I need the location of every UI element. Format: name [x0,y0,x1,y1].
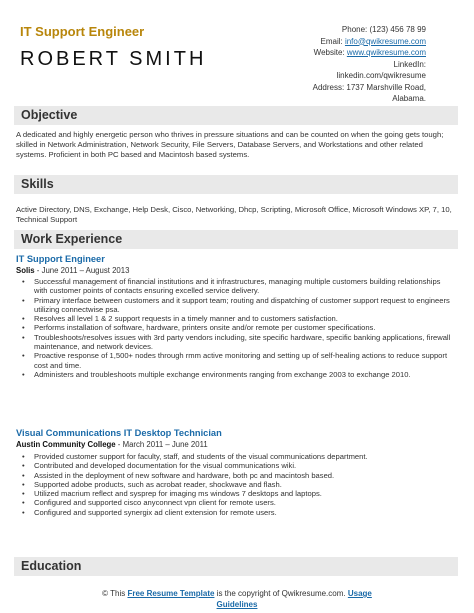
contact-email [196,36,426,48]
guidelines-link[interactable]: Guidelines [216,600,258,609]
list-item: • Successful management of financial institutions and it infrastructures, managing multiple customers building relationships with customer points of contacts ensuring excelled service delivery. [32,277,452,296]
email-label: Email: [320,36,345,46]
free-resume-template-link[interactable]: Free Resume Template [127,589,215,598]
copyright-footer [0,588,474,610]
objective-heading: Objective [14,106,458,125]
education-heading: Education [14,557,458,576]
job-title: IT Support Engineer [16,254,105,264]
list-item: • Configured and supported cisco anyconnect vpn client for remote users. [32,498,452,507]
job-dates: - June 2011 – August 2013 [34,266,130,275]
work-experience-heading: Work Experience [14,230,458,249]
list-item: • Proactive response of 1,500+ nodes through rmm active monitoring and setting up of self-healing actions to reduce support cost and time. [32,351,452,370]
job-meta [16,266,129,275]
list-item: • Contributed and developed documentation for the visual communications wiki. [32,461,452,470]
list-item: • Performs installation of software, hardware, printers onsite and/or remote per customer specifications. [32,323,452,332]
skills-text: Active Directory, DNS, Exchange, Help Desk, Cisco, Networking, Dhcp, Scripting, Microsoft Office, Microsoft Windows XP, 7, 10, Technical Support [16,205,452,224]
candidate-name: ROBERT SMITH [20,48,207,70]
address-line-1: Address: 1737 Marshville Road, [312,82,426,92]
list-item: • Assisted in the deployment of new software and hardware, both pc and macintosh based. [32,471,452,480]
job-bullet-list [18,452,452,517]
job-meta [16,440,208,449]
footer-prefix: © This [102,589,128,598]
skills-heading: Skills [14,175,458,194]
footer-middle: is the copyright of Qwikresume.com. [214,589,348,598]
website-label: Website: [313,48,347,57]
address-line-2: Alabama. [392,94,426,103]
job-company: Solis [16,266,35,275]
list-item: • Troubleshoots/resolves issues with 3rd party vendors including, site specific hardware, specific banking applications, firewall maintenance, and network devices. [32,333,452,352]
header-job-title: IT Support Engineer [20,24,145,39]
list-item: • Primary interface between customers and it support team; routing and dispatching of customer support request to engineers utilizing connectwise psa. [32,296,452,315]
linkedin-url: linkedin.com/qwikresume [336,71,426,80]
email-link[interactable]: info@qwikresume.com [344,36,426,46]
website-link[interactable]: www.qwikresume.com [346,48,426,57]
list-item: • Resolves all level 1 & 2 support requests in a timely manner and to customers satisfaction. [32,314,452,323]
list-item: • Administers and troubleshoots multiple exchange environments ranging from exchange 2003 to exchange 2010. [32,370,452,379]
job-dates: - March 2011 – June 2011 [115,440,208,449]
job-company: Austin Community College [16,440,116,449]
usage-link[interactable]: Usage [347,589,372,598]
list-item: • Supported adobe products, such as acrobat reader, shockwave and flash. [32,480,452,489]
job-title: Visual Communications IT Desktop Technician [16,428,222,438]
contact-block [196,24,426,105]
objective-text: A dedicated and highly energetic person who thrives in pressure situations and can be counted on when the going gets tough; skilled in Network Administration, Network Security, File Servers, Database Servers, and Workstations and other related systems. Proficient in both PC based and Macintosh based systems. [16,130,444,159]
contact-website [196,47,426,59]
list-item: • Utilized macrium reflect and sysprep for imaging ms windows 7 desktops and laptops. [32,489,452,498]
list-item: • Configured and supported synergix ad client extension for remote users. [32,508,452,517]
list-item: • Provided customer support for faculty, staff, and students of the visual communications department. [32,452,452,461]
job-bullet-list [18,277,452,379]
contact-phone: Phone: (123) 456 78 99 [341,25,426,34]
linkedin-label: LinkedIn: [393,59,426,69]
